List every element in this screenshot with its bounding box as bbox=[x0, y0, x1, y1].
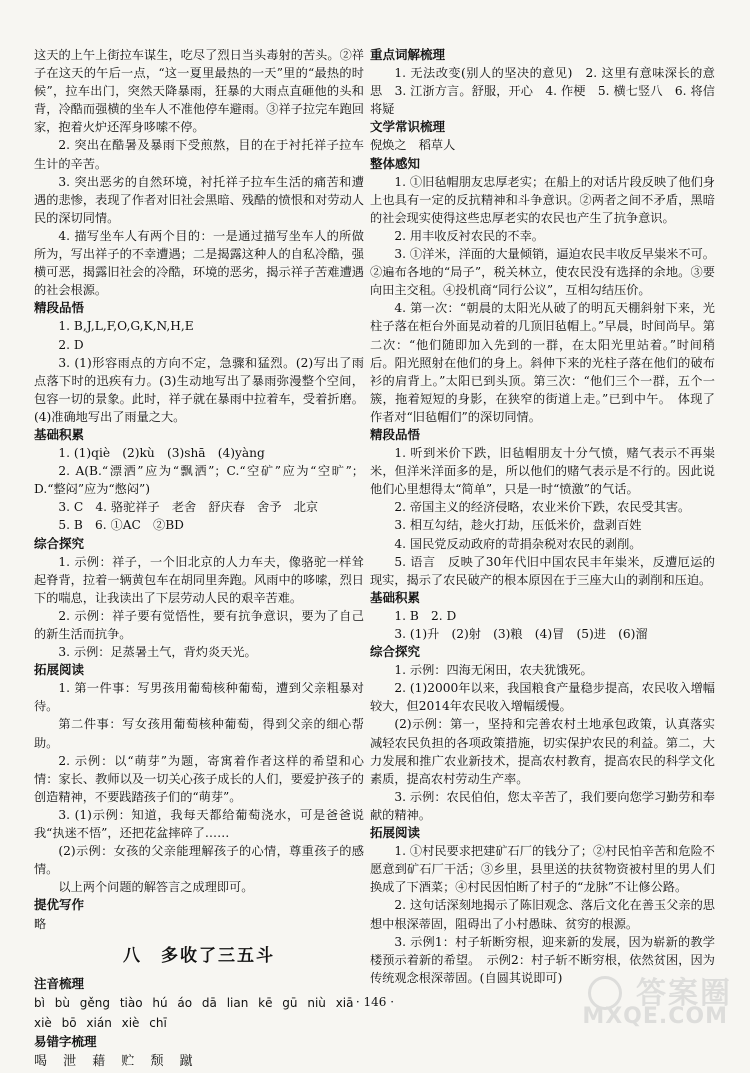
answer-item: 2. (1)2000年以来，我国粮食产量稳步提高，农民收入增幅较大，但2014年农民收入增幅缓慢。 bbox=[370, 681, 715, 714]
section-heading: 拓展阅读 bbox=[370, 825, 421, 841]
section-heading: 易错字梳理 bbox=[34, 1033, 97, 1049]
section-heading: 精段品悟 bbox=[34, 300, 85, 316]
answer-item: 1. 无法改变(别人的坚决的意见) 2. 这里有意味深长的意思 3. 江浙方言。舒服，开心 4. 作梗 5. 横七竖八 6. 将信将疑 bbox=[370, 66, 715, 117]
answer-item: 2. 示例：祥子要有觉悟性，要有抗争意识，要为了自己的新生活而抗争。 bbox=[34, 608, 364, 641]
watermark-logo bbox=[582, 968, 732, 1030]
paragraph: 2. 突出在酷暑及暴雨下受煎熬，目的在于衬托祥子拉车生计的辛苦。 bbox=[34, 138, 364, 171]
watermark-text-top: 答案圈 bbox=[636, 976, 732, 1011]
page-number: · 146 · bbox=[355, 995, 395, 1009]
section-heading: 文学常识梳理 bbox=[370, 119, 446, 135]
paragraph: 4. 描写坐车人有两个目的：一是通过描写坐车人的所做所为，写出祥子的不幸遭遇；二是揭露这种人的自私冷酷，强横可恶，揭露旧社会的冷酷，环境的恶劣，揭示祥子苦难遭遇的社会根源。 bbox=[34, 228, 364, 298]
answer-item: 以上两个问题的解答言之成理即可。 bbox=[58, 880, 254, 895]
answer-item: 1. 第一件事：写男孩用葡萄核种葡萄，遭到父亲粗暴对待。 bbox=[34, 681, 364, 714]
answer-item: 5. 语言 反映了30年代旧中国农民丰年粜米，反遭厄运的现实，揭示了农民破产的根本原因在于三座大山的剥削和压迫。 bbox=[370, 554, 715, 587]
left-column bbox=[34, 46, 364, 1073]
answer-item: 3. 示例：农民伯伯，您太辛苦了，我们要向您学习勤劳和奉献的精神。 bbox=[370, 789, 715, 822]
answer-item: 1. 示例：四海无闲田，农夫犹饿死。 bbox=[394, 663, 593, 678]
section-heading: 综合探究 bbox=[34, 535, 85, 551]
answer-item: 3. ①洋米，洋面的大量倾销，逼迫农民丰收反早粜米不可。②遍布各地的“局子”，税关林立，使农民没有选择的余地。③要向田主交租。④投机商“同行公议”，互相勾结压价。 bbox=[370, 247, 715, 298]
pinyin-line: bì bù gěng tiào hú áo dā lian kē gū niù xiā bbox=[34, 995, 354, 1010]
answer-item: 3. (1)示例：知道，我每天都给葡萄浇水，可是爸爸说我“执迷不悟”，还把花盆摔碎了…… bbox=[34, 807, 364, 841]
answer-item: 2. 这句话深刻地揭示了陈旧观念、落后文化在善玉父亲的思想中根深蒂固，阻碍出了小村愚昧、贫穷的根源。 bbox=[370, 898, 715, 931]
answer-item: 1. 示例：祥子，一个旧北京的人力车夫，像骆驼一样耸起脊背，拉着一辆黄包车在胡同里奔跑。风雨中的哆嗦，烈日下的喘息，让我读出了下层劳动人民的艰辛苦难。 bbox=[34, 554, 364, 605]
answer-item: 1. B,J,L,F,O,G,K,N,H,E bbox=[58, 319, 194, 334]
pinyin-line: xiè bō xián xiè chī bbox=[34, 1015, 167, 1030]
answer-item: 3. C 4. 骆驼祥子 老舍 舒庆春 舍予 北京 bbox=[58, 500, 319, 515]
answer-item: (2)示例：第一，坚持和完善农村土地承包政策，认真落实减轻农民负担的各项政策措施，切实保护农民的利益。第二，大力发展和推广农业新技术，提高农村教育，提高农民的科学文化素质，提高农村劳动生产率。 bbox=[370, 717, 715, 786]
answer-item: 1. 听到米价下跌，旧毡帽朋友十分气愤，赌气表示不再粜米，但洋米洋面多的是，所以他们的赌气表示是不行的。因此说他们心里想得太“简单”，只是一时“愤激”的气话。 bbox=[370, 446, 715, 497]
answer-item: 第二件事：写女孩用葡萄核种葡萄，得到父亲的细心帮助。 bbox=[34, 717, 364, 750]
answer-item: 2. 帝国主义的经济侵略，农业米价下跌，农民受其害。 bbox=[394, 500, 691, 515]
answer-item: 2. D bbox=[58, 337, 84, 352]
answer-item: 1. (1)qiè (2)kù (3)shā (4)yàng bbox=[58, 446, 265, 461]
answer-item: 3. (1)升 (2)射 (3)粮 (4)冒 (5)进 (6)溜 bbox=[394, 627, 648, 641]
section-heading: 注音梳理 bbox=[34, 975, 85, 991]
answer-item: 4. 第一次：“朝晨的太阳光从破了的明瓦天棚斜射下来，光柱子落在柜台外面晃动着的几顶旧毡帽上。”早晨，时间尚早。第二次：“他们随即加入先到的一群，在太阳光里站着。”时间稍后。阳光照射在他们的身上。斜伸下来的光柱子落在他们的破布衫的肩背上。”太阳已到头顶。第三次：“他们三个一群，五个一簇，拖着短短的身影，在狭窄的街道上走。”已到中午。 体现了作者对“旧毡帽们”的深切同情。 bbox=[370, 301, 715, 424]
section-heading: 基础积累 bbox=[370, 589, 421, 605]
watermark-text-bottom: MXQE.COM bbox=[582, 1004, 728, 1029]
section-heading: 综合探究 bbox=[370, 644, 421, 660]
answer-item: 略 bbox=[34, 916, 47, 931]
section-heading: 基础积累 bbox=[34, 426, 85, 442]
answer-item: 3. 相互勾结，趁火打劫，压低米价，盘剥百姓 bbox=[394, 518, 642, 533]
section-heading: 拓展阅读 bbox=[34, 662, 85, 678]
section-heading: 整体感知 bbox=[370, 155, 421, 171]
answer-item: 2. A(B.“漂洒”应为“飘洒”；C.“空矿”应为“空旷”；D.“整闷”应为“憋闷”) bbox=[34, 464, 364, 497]
answer-item: (2)示例：女孩的父亲能理解孩子的心情，尊重孩子的感情。 bbox=[34, 844, 364, 877]
answer-item: 1. ①旧毡帽朋友忠厚老实；在船上的对话片段反映了他们身上也具有一定的反抗精神和斗争意识。②两者之间不矛盾，黑暗的社会现实使得这些忠厚老实的农民也产生了抗争意识。 bbox=[370, 174, 715, 225]
error-chars-line: 喝 泄 藉 贮 颓 蹴 bbox=[34, 1053, 199, 1069]
answer-item: 2. 示例：以“萌芽”为题，寄寓着作者这样的希望和心情：家长、教师以及一切关心孩子成长的人们，要爱护孩子的创造精神，不要践踏孩子们的“萌芽”。 bbox=[34, 753, 364, 804]
answer-item: 3. (1)形容雨点的方向不定，急骤和猛烈。(2)写出了雨点落下时的迅疾有力。(3)生动地写出了暴雨弥漫整个空间，包容一切的景象。此时，祥子就在暴雨中拉着车，受着折磨。(4)准确地写出了雨量之大。 bbox=[34, 355, 364, 424]
answer-item: 1. B 2. D bbox=[394, 608, 457, 623]
answer-item: 3. 示例1：村子斩断穷根，迎来新的发展，因为崭新的教学楼预示着新的希望。 示例2：村子斩不断穷根，依然贫困，因为传统观念根深蒂固。(自圆其说即可) bbox=[370, 934, 715, 985]
lesson-title: 八 多收了三五斗 bbox=[123, 945, 275, 966]
answer-item: 5. B 6. ①AC ②BD bbox=[58, 518, 184, 533]
answer-item: 2. 用丰收反衬农民的不幸。 bbox=[394, 228, 544, 243]
paragraph: 3. 突出恶劣的自然环境，衬托祥子拉车生活的痛苦和遭遇的悲惨，表现了作者对旧社会黑暗、残酷的愤恨和对劳动人民的深切同情。 bbox=[34, 174, 364, 225]
paragraph: 这天的上午上街拉车谋生，吃尽了烈日当头毒射的苦头。②祥子在这天的午后一点，“这一夏里最热的一天”里的“最热的时候”，拉车出门，突然天降暴雨，狂暴的大雨点直砸他的头和背，冷酷而强横的坐车人不准他停车避雨。③祥子拉完车跑回家，抱着火炉还浑身哆嗦不停。 bbox=[34, 48, 364, 135]
answer-item: 1. ①村民要求把建矿石厂的钱分了；②村民怕辛苦和危险不愿意到矿石厂干活；③乡里，县里送的扶贫物资被村里的男人们换成了下酒菜；④村民因怕断了村子的“龙脉”不让修公路。 bbox=[370, 844, 715, 895]
answer-item: 4. 国民党反动政府的苛捐杂税对农民的剥削。 bbox=[394, 536, 642, 551]
answer-item: 倪焕之 稻草人 bbox=[370, 138, 456, 153]
right-column bbox=[370, 46, 715, 987]
section-heading: 精段品悟 bbox=[370, 426, 421, 442]
section-heading: 重点词解梳理 bbox=[370, 47, 446, 62]
answer-item: 3. 示例：足蒸暑土气，背灼炎天光。 bbox=[58, 645, 257, 660]
section-heading: 提优写作 bbox=[34, 897, 85, 913]
